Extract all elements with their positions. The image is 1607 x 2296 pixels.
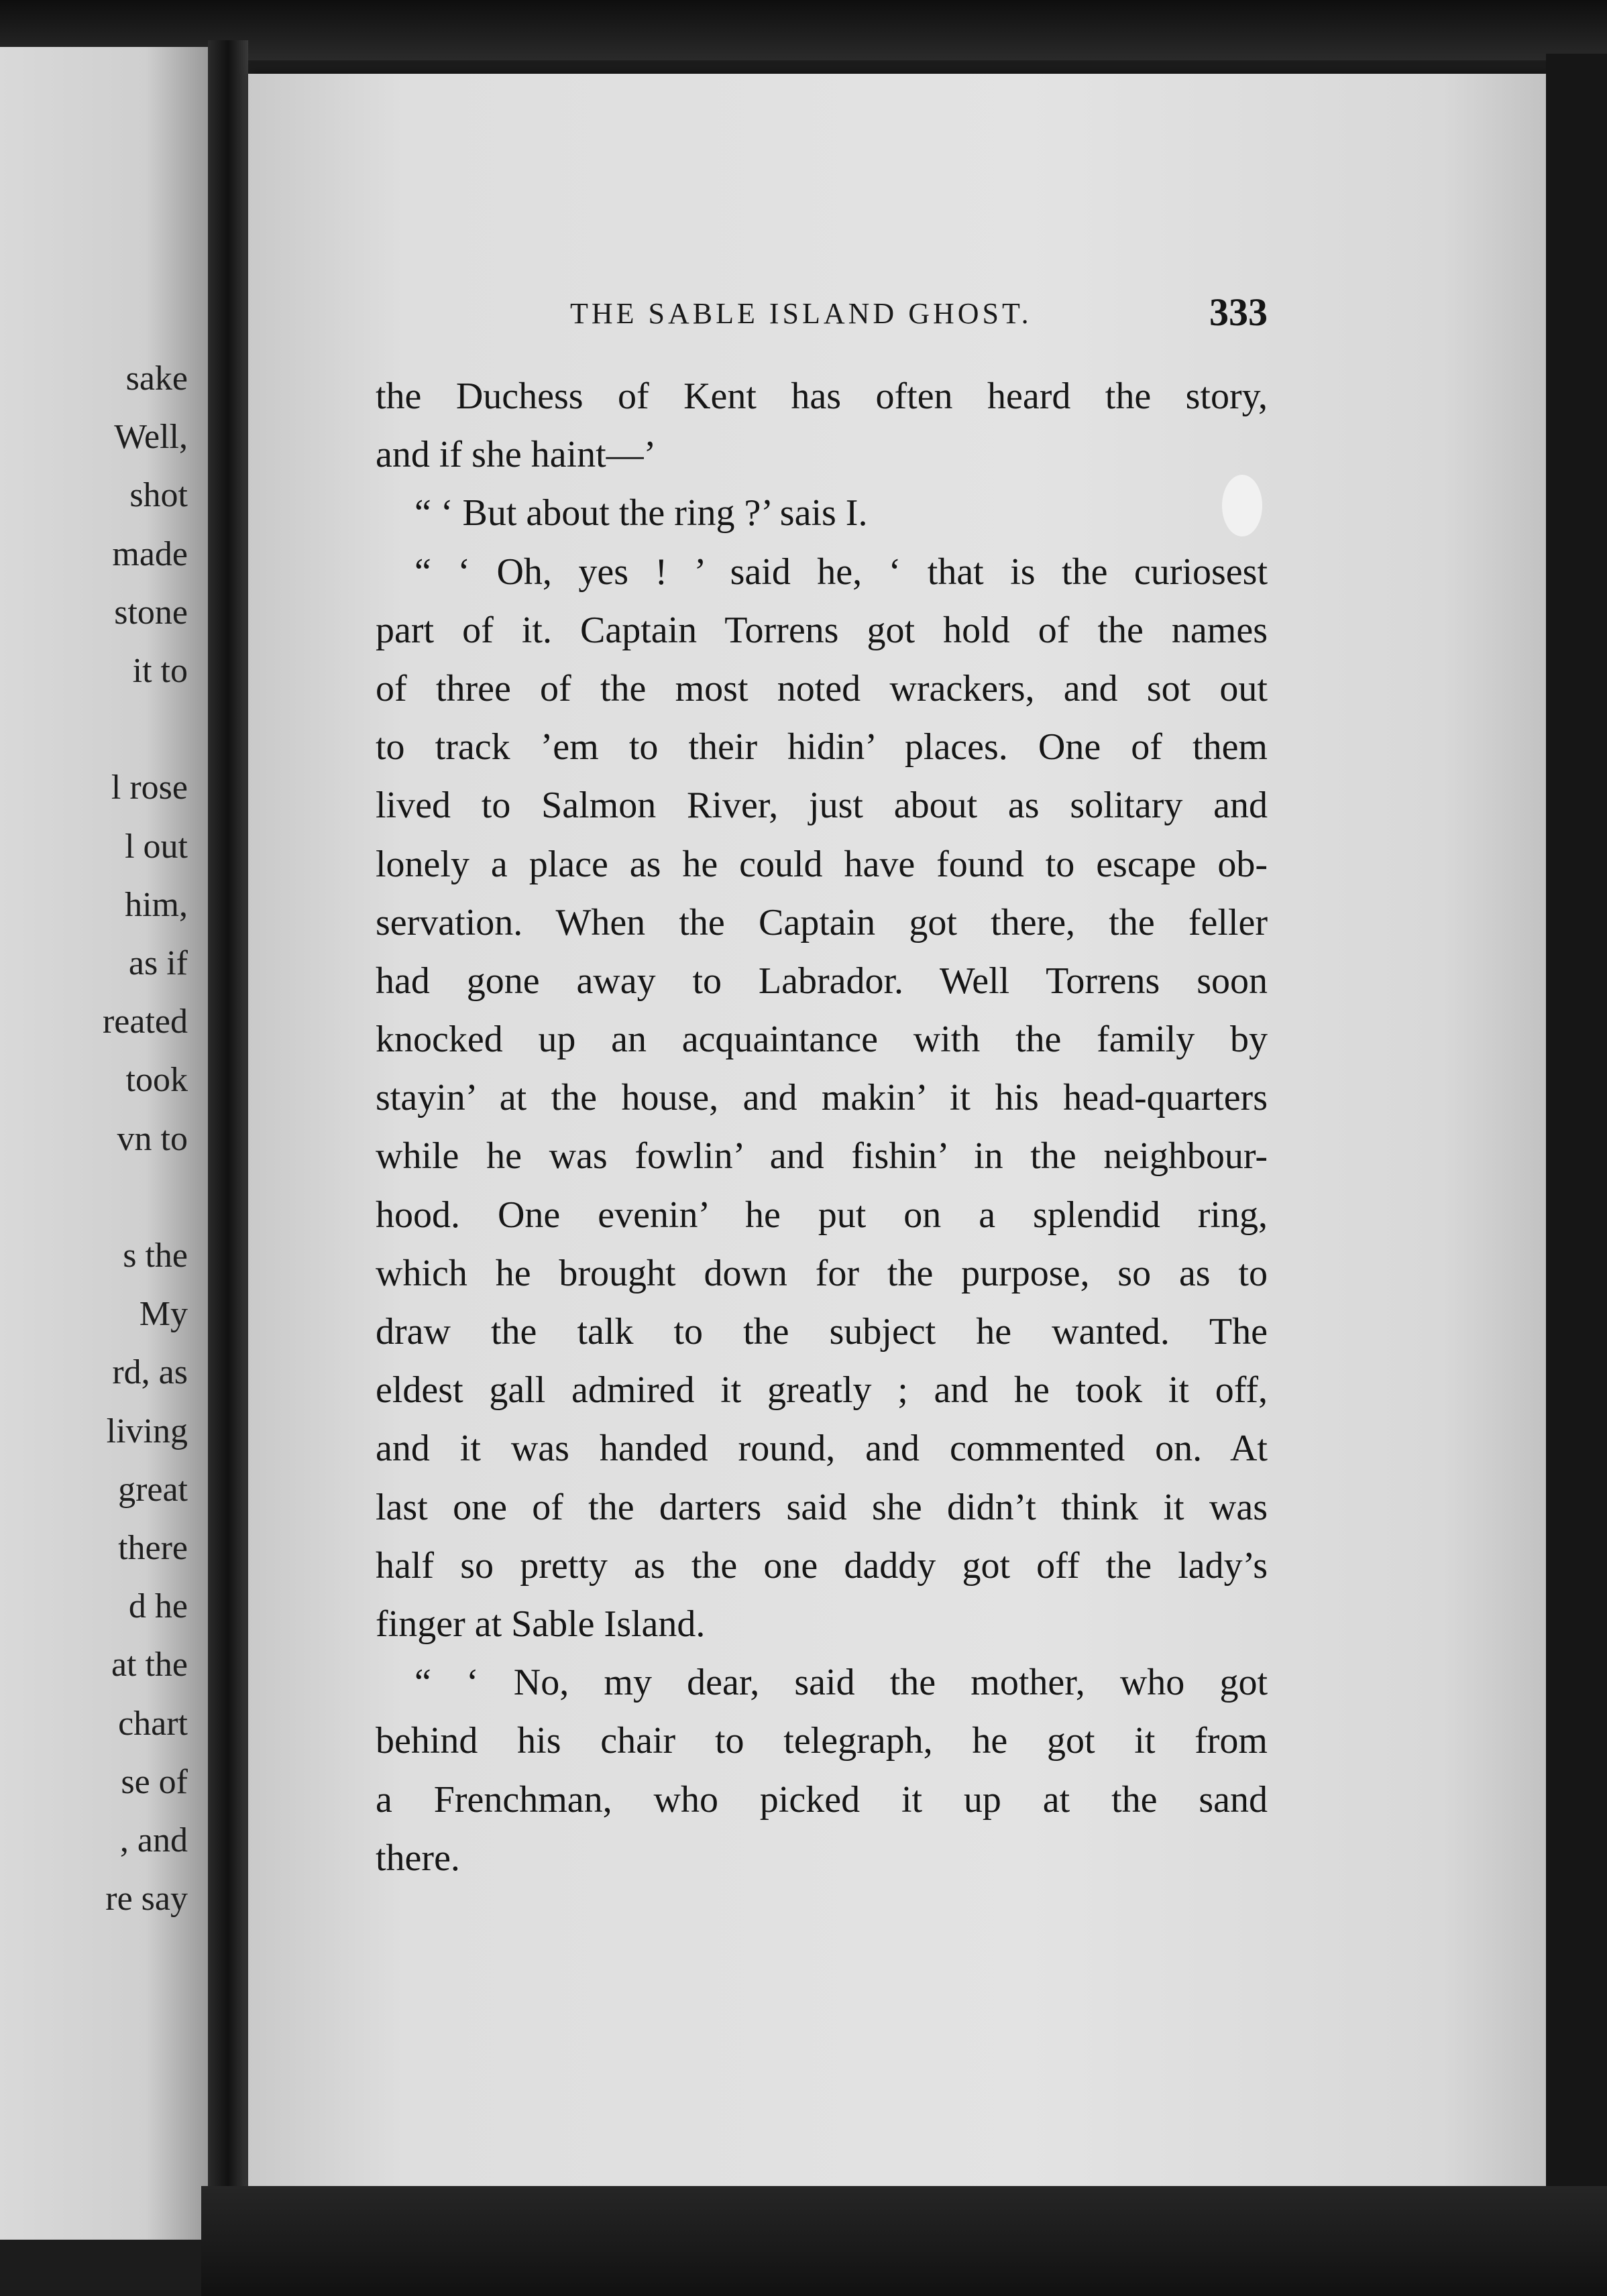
left-page-text-fragment: there [118, 1529, 188, 1567]
left-page-text-fragment: as if [128, 944, 188, 982]
left-page-text-fragment: great [118, 1470, 188, 1509]
text-line: of three of the most noted wrackers, and sot out [376, 667, 1268, 709]
left-page-text-fragment: vn to [117, 1119, 188, 1158]
left-page-text-fragment: him, [125, 885, 188, 924]
text-line: “ ‘ No, my dear, said the mother, who got [414, 1662, 1268, 1704]
text-line: and if she haint—’ [376, 434, 657, 476]
text-line: knocked up an acquaintance with the family by [376, 1019, 1268, 1061]
text-line: the Duchess of Kent has often heard the story, [376, 376, 1268, 417]
text-line: had gone away to Labrador. Well Torrens soon [376, 960, 1268, 1002]
text-line: and it was handed round, and commented on. At [376, 1428, 1268, 1470]
left-page-text-fragment: s the [123, 1237, 188, 1275]
left-page-text-fragment: at the [111, 1646, 188, 1684]
text-line: part of it. Captain Torrens got hold of the names [376, 609, 1268, 651]
left-page-text-fragment: shot [129, 476, 188, 515]
left-page-text-fragment: , and [119, 1821, 188, 1859]
left-page-text-fragment: sake [125, 359, 188, 398]
left-page-text-fragment: l rose [111, 768, 188, 807]
left-page-text-fragment: d he [128, 1587, 188, 1626]
text-line: a Frenchman, who picked it up at the sand [376, 1778, 1268, 1821]
text-line: “ ‘ But about the ring ?’ sais I. [414, 492, 868, 534]
left-page-text-fragment: se of [121, 1762, 188, 1801]
text-line: hood. One evenin’ he put on a splendid ring, [376, 1194, 1268, 1236]
scan-background-right [1546, 54, 1607, 2296]
left-page-text-fragment: My [139, 1295, 188, 1334]
text-line: draw the talk to the subject he wanted. The [376, 1311, 1268, 1353]
running-head [376, 290, 1268, 350]
text-line: to track ’em to their hidin’ places. One of them [376, 726, 1268, 768]
text-line: stayin’ at the house, and makin’ it his head-quarters [376, 1077, 1268, 1119]
running-head-title: THE SABLE ISLAND GHOST. [570, 297, 1032, 330]
text-line: last one of the darters said she didn’t think it was [376, 1486, 1268, 1528]
left-page-text-fragment: it to [132, 652, 188, 690]
text-line: half so pretty as the one daddy got off the lady’s [376, 1544, 1268, 1587]
left-page [0, 47, 208, 2240]
text-line: there. [376, 1837, 460, 1879]
left-page-text-fragment: rd, as [112, 1353, 188, 1392]
left-page-text-fragment: Well, [114, 418, 188, 457]
book-gutter [208, 40, 248, 2253]
text-line: “ ‘ Oh, yes ! ’ said he, ‘ that is the curiosest [414, 551, 1268, 593]
left-page-text-fragment: living [106, 1412, 188, 1450]
left-page-text-fragment: chart [118, 1704, 188, 1743]
text-line: while he was fowlin’ and fishin’ in the neighbour- [376, 1135, 1268, 1178]
paper-stain [1222, 475, 1262, 536]
left-page-text-fragment: took [125, 1061, 188, 1100]
text-line: lonely a place as he could have found to escape ob- [376, 843, 1268, 885]
left-page-text-fragment: l out [125, 827, 188, 866]
text-line: which he brought down for the purpose, so as to [376, 1252, 1268, 1294]
scan-background-bottom [201, 2186, 1607, 2296]
left-page-text-fragment: reated [102, 1002, 188, 1041]
left-page-text-fragment: re say [105, 1880, 188, 1918]
text-line: eldest gall admired it greatly ; and he took it off, [376, 1369, 1268, 1412]
body-text [376, 367, 1268, 1888]
text-line: lived to Salmon River, just about as solitary and [376, 785, 1268, 827]
page-number: 333 [1209, 290, 1268, 334]
text-line: finger at Sable Island. [376, 1603, 706, 1645]
left-page-text-fragment: made [112, 534, 188, 573]
left-page-text-fragment: stone [114, 593, 188, 632]
text-line: servation. When the Captain got there, the feller [376, 901, 1268, 943]
text-line: behind his chair to telegraph, he got it from [376, 1720, 1268, 1762]
